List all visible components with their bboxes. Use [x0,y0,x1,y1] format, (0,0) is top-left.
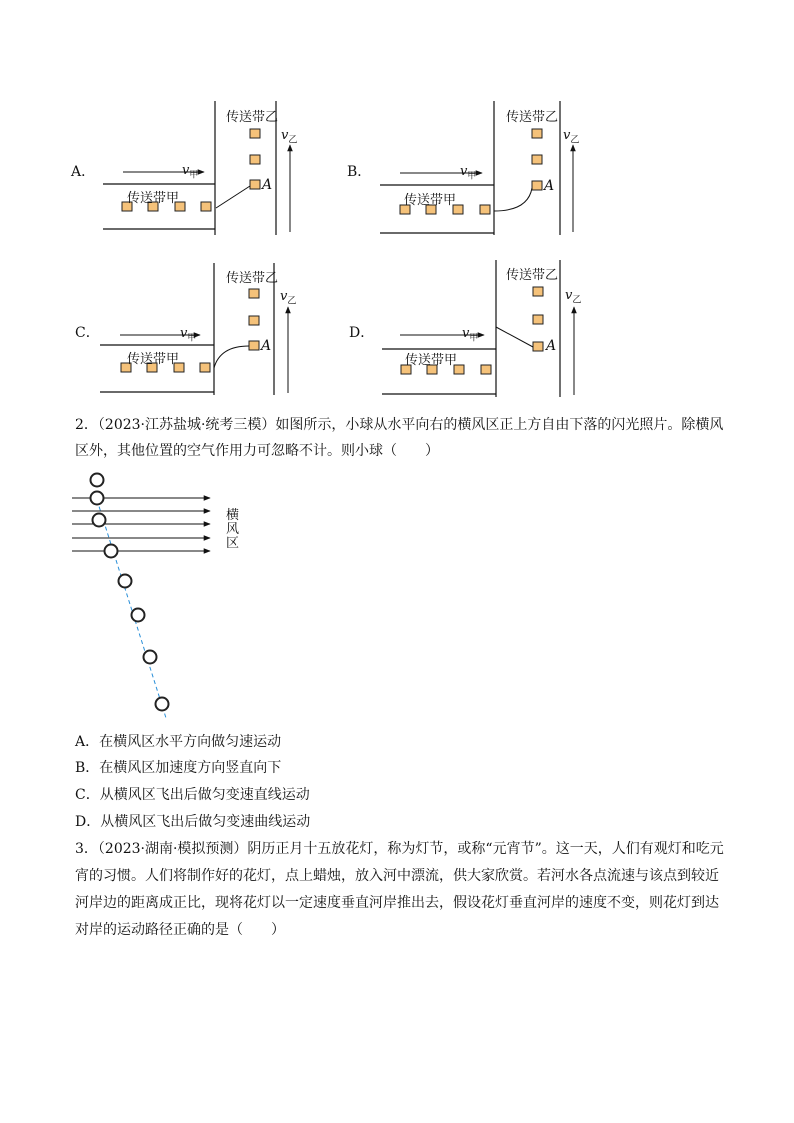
belt-jia-label: 传送带甲 [127,191,180,206]
belt-yi-label: 传送带乙 [226,110,279,125]
v-jia-label: $v_甲$ [460,164,477,182]
point-a-label: A [261,338,272,354]
v-yi-label: $v_乙$ [565,288,582,306]
point-a-label: A [262,177,273,193]
q2-stem-line1: 2．（2023·江苏盐城·统考三模）如图所示，小球从水平向右的横风区正上方自由下落的闪光照片。除横风 [75,417,724,433]
q2-stem-line2: 区外，其他位置的空气作用力可忽略不计。则小球（ ） [75,443,439,459]
belt-jia-label: 传送带甲 [405,353,458,368]
option-label-b: B． [347,164,372,180]
q2-choice-b: B．在横风区加速度方向竖直向下 [75,760,282,776]
wind-label-1: 横 [226,508,240,523]
belt-jia-label: 传送带甲 [127,352,180,367]
wind-label-3: 区 [226,536,240,551]
option-label-d: D． [349,325,375,341]
option-label-a: A． [71,164,96,180]
v-jia-label: $v_甲$ [462,326,479,344]
belt-yi-label: 传送带乙 [506,110,559,125]
point-a-label: A [546,338,557,354]
q2-choice-d: D．从横风区飞出后做匀变速曲线运动 [75,814,311,830]
q3-line2: 宵的习惯。人们将制作好的花灯，点上蜡烛，放入河中漂流，供大家欣赏。若河水各点流速与该点到较近 [75,868,719,884]
wind-label-2: 风 [226,522,240,537]
v-yi-label: $v_乙$ [563,128,580,146]
q2-choice-c: C．从横风区飞出后做匀变速直线运动 [75,787,310,803]
v-yi-label: $v_乙$ [280,289,297,307]
q3-line4: 对岸的运动路径正确的是（ ） [75,922,285,938]
wind-arrows [72,498,210,551]
q3-line1: 3．（2023·湖南·模拟预测）阴历正月十五放花灯，称为灯节，或称“元宵节”。这一天，人们有观灯和吃元 [75,841,724,857]
v-jia-label: $v_甲$ [180,326,197,344]
q3-line3: 河岸边的距离成正比，现将花灯以一定速度垂直河岸推出去，假设花灯垂直河岸的速度不变，则花灯到达 [75,895,719,911]
belt-yi-label: 传送带乙 [506,268,559,283]
belt-yi-label: 传送带乙 [226,271,279,286]
trajectory-dashed-line [97,500,166,718]
option-label-c: C． [75,325,100,341]
point-a-label: A [544,178,555,194]
v-jia-label: $v_甲$ [182,163,199,181]
v-yi-label: $v_乙$ [281,128,298,146]
belt-jia-label: 传送带甲 [404,193,457,208]
balls [91,474,169,711]
q2-choice-a: A．在横风区水平方向做匀速运动 [75,734,282,750]
